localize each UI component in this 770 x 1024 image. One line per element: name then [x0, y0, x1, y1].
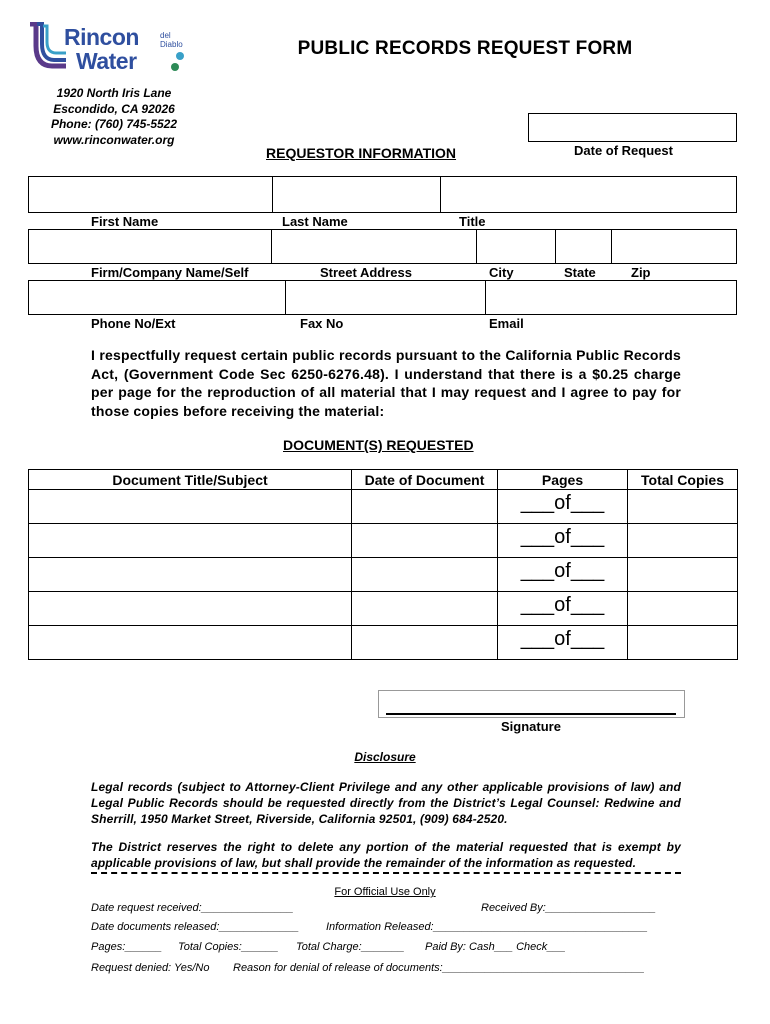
disclosure-paragraph-2: The District reserves the right to delete any portion of the material requested that is exempt by applicable provisions of law, but shall provide the remainder of the information as requested.: [91, 840, 681, 870]
request-statement: I respectfully request certain public records pursuant to the California Public Records Act, (Government Code Sec 6250-6276.48). I understand that there is a $0.25 charge per page for the reproduction of all material that I may request and I agree to pay for those copies before receiving the material:: [91, 347, 681, 419]
doc-pages-cell[interactable]: ___of___: [498, 524, 628, 558]
doc-pages-cell[interactable]: ___of___: [498, 626, 628, 660]
email-label: Email: [489, 316, 524, 331]
firm-company-label: Firm/Company Name/Self: [91, 265, 249, 280]
doc-date-cell[interactable]: [352, 626, 498, 660]
doc-title-cell[interactable]: [29, 524, 352, 558]
table-row: [29, 626, 738, 660]
doc-date-cell[interactable]: [352, 592, 498, 626]
date-documents-released: Date documents released:_____________: [91, 921, 299, 933]
fax-field[interactable]: [285, 280, 486, 315]
doc-date-cell[interactable]: [352, 524, 498, 558]
address-website: www.rinconwater.org: [53, 132, 175, 147]
logo-water-text: Water: [76, 48, 137, 74]
date-of-request-field[interactable]: [528, 113, 737, 142]
phone-field[interactable]: [28, 280, 286, 315]
doc-date-header: Date of Document: [352, 470, 498, 490]
firm-company-field[interactable]: [28, 229, 272, 264]
signature-label: Signature: [501, 719, 561, 734]
doc-date-cell[interactable]: [352, 490, 498, 524]
doc-copies-cell[interactable]: [628, 524, 738, 558]
phone-label: Phone No/Ext: [91, 316, 176, 331]
title-label: Title: [459, 214, 486, 229]
logo-rincon-text: Rincon: [64, 24, 139, 50]
state-field[interactable]: [555, 229, 612, 264]
city-field[interactable]: [476, 229, 556, 264]
doc-copies-header: Total Copies: [628, 470, 738, 490]
zip-field[interactable]: [611, 229, 737, 264]
doc-copies-cell[interactable]: [628, 592, 738, 626]
paid-by: Paid By: Cash___ Check___: [425, 941, 566, 953]
doc-title-cell[interactable]: [29, 558, 352, 592]
total-charge: Total Charge:_______: [296, 941, 405, 953]
logo-del-diablo-text: del Diablo: [160, 31, 183, 49]
table-row: [29, 558, 738, 592]
state-label: State: [564, 265, 596, 280]
total-copies: Total Copies:______: [178, 941, 279, 953]
disclosure-paragraph-1: Legal records (subject to Attorney-Client Privilege and any other applicable provisions of law) and Legal Public Records should be requested directly from the District’s Legal Counsel: Redwine and Sherrill, 1950 Market Street, Riverside, California 92501, (909) 684-2520.: [91, 780, 681, 826]
information-released: Information Released:___________________________________: [326, 921, 648, 933]
dashed-divider: [91, 872, 681, 874]
district-address: [44, 86, 184, 148]
doc-copies-cell[interactable]: [628, 490, 738, 524]
request-denied: Request denied: Yes/No: [91, 962, 210, 974]
date-of-request-label: Date of Request: [574, 143, 673, 158]
address-city: Escondido, CA 92026: [53, 101, 175, 116]
doc-pages-cell[interactable]: ___of___: [498, 490, 628, 524]
doc-title-cell[interactable]: [29, 592, 352, 626]
first-name-label: First Name: [91, 214, 159, 229]
documents-table-header: [29, 470, 738, 490]
last-name-label: Last Name: [282, 214, 348, 229]
doc-title-cell[interactable]: [29, 626, 352, 660]
doc-copies-cell[interactable]: [628, 558, 738, 592]
address-phone: Phone: (760) 745-5522: [50, 117, 178, 131]
first-name-field[interactable]: [28, 176, 273, 213]
doc-pages-cell[interactable]: ___of___: [498, 558, 628, 592]
received-by: Received By:__________________: [481, 902, 656, 914]
title-field[interactable]: [440, 176, 737, 213]
doc-copies-cell[interactable]: [628, 626, 738, 660]
form-title: PUBLIC RECORDS REQUEST FORM: [297, 38, 633, 59]
official-use-heading: For Official Use Only: [334, 886, 436, 898]
disclosure-heading: Disclosure: [354, 750, 416, 764]
last-name-field[interactable]: [272, 176, 441, 213]
denial-reason: Reason for denial of release of documents:_________________________________: [233, 962, 645, 974]
doc-title-cell[interactable]: [29, 490, 352, 524]
requestor-information-heading: REQUESTOR INFORMATION: [266, 145, 457, 161]
street-address-field[interactable]: [271, 229, 477, 264]
zip-label: Zip: [631, 265, 651, 280]
table-row: [29, 524, 738, 558]
doc-date-cell[interactable]: [352, 558, 498, 592]
city-label: City: [489, 265, 514, 280]
address-street: 1920 North Iris Lane: [56, 86, 172, 100]
pages-count: Pages:______: [91, 941, 162, 953]
water-drops-icon: [170, 50, 184, 76]
signature-line: [386, 713, 676, 715]
fax-label: Fax No: [300, 316, 344, 331]
rincon-water-logo: [28, 22, 193, 82]
doc-pages-cell[interactable]: ___of___: [498, 592, 628, 626]
documents-table: [28, 469, 738, 660]
doc-title-header: Document Title/Subject: [29, 470, 352, 490]
doc-pages-header: Pages: [498, 470, 628, 490]
table-row: [29, 592, 738, 626]
email-field[interactable]: [485, 280, 737, 315]
street-address-label: Street Address: [320, 265, 412, 280]
date-request-received: Date request received:_______________: [91, 902, 294, 914]
table-row: [29, 490, 738, 524]
documents-requested-heading: DOCUMENT(S) REQUESTED: [283, 437, 474, 453]
